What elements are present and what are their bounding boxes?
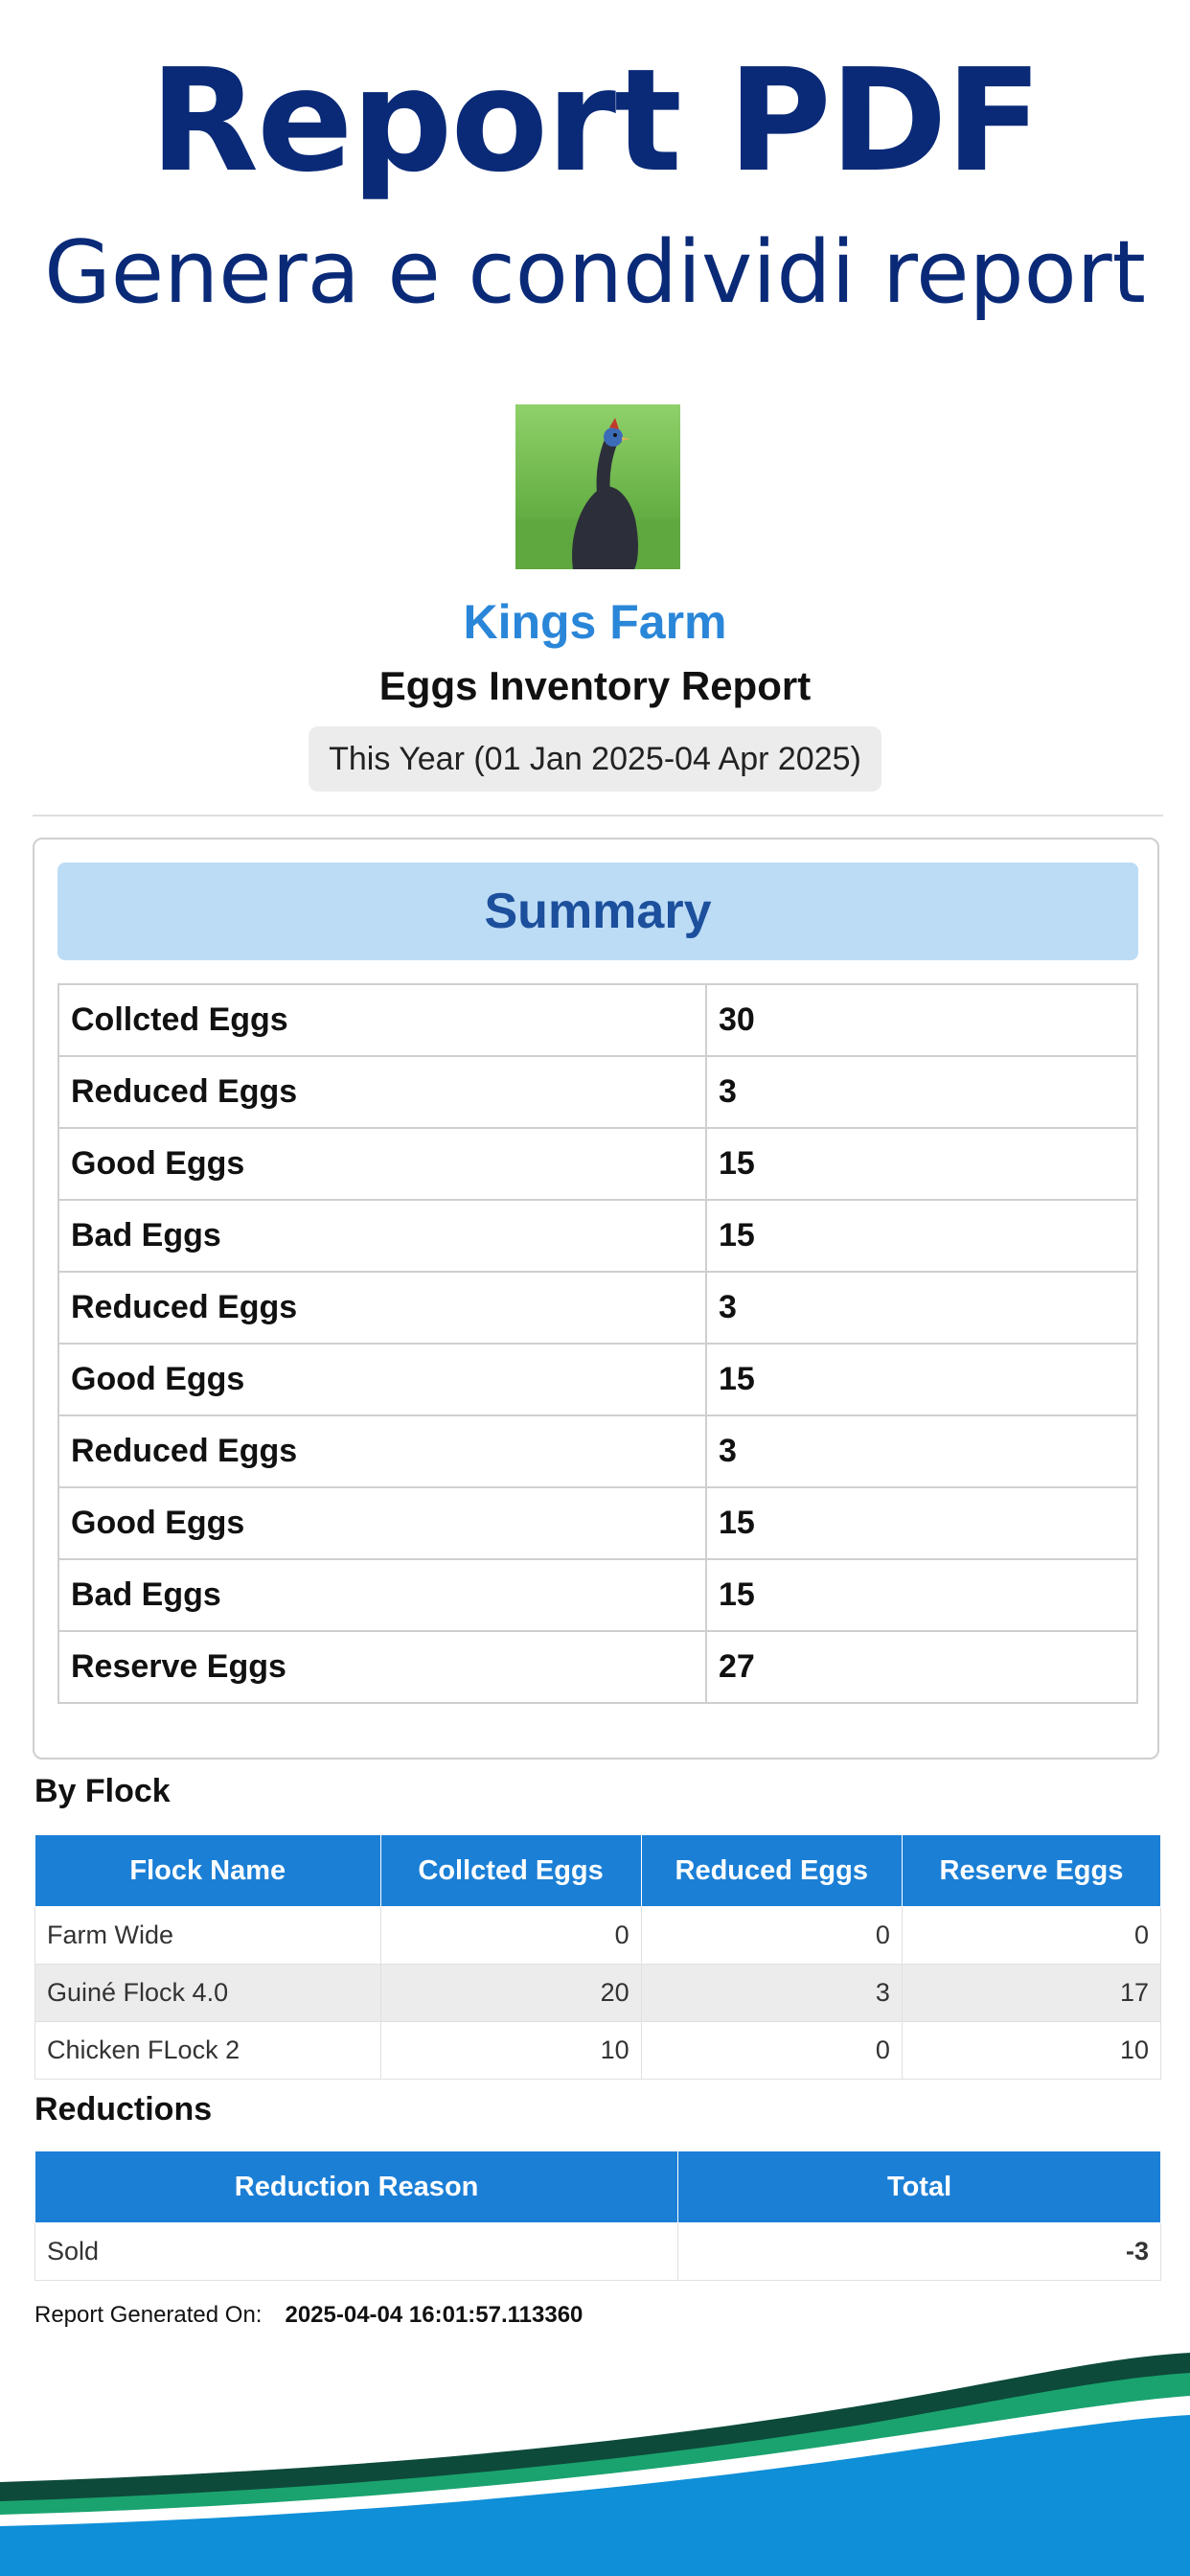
by-flock-table: [34, 1834, 1161, 2080]
summary-row: [58, 1200, 1137, 1272]
generated-value: 2025-04-04 16:01:57.113360: [285, 2302, 584, 2328]
summary-value: 15: [706, 1128, 1137, 1200]
summary-row: [58, 1415, 1137, 1487]
summary-row: [58, 1559, 1137, 1631]
summary-row: [58, 1631, 1137, 1703]
summary-row: [58, 984, 1137, 1056]
flock-name: Chicken FLock 2: [35, 2022, 381, 2080]
summary-label: Good Eggs: [58, 1487, 706, 1559]
summary-label: Collcted Eggs: [58, 984, 706, 1056]
guinea-fowl-photo: [515, 404, 680, 569]
summary-label: Reduced Eggs: [58, 1415, 706, 1487]
report-title: Eggs Inventory Report: [378, 663, 812, 708]
reserve-eggs: 17: [902, 1965, 1160, 2022]
hero-title: Report PDF: [149, 38, 1041, 203]
footer-wave-decoration: [0, 2338, 1190, 2576]
generated-label: Report Generated On:: [34, 2302, 263, 2328]
reductions-table: [34, 2150, 1161, 2281]
collected-eggs: 10: [380, 2022, 641, 2080]
column-header: Flock Name: [35, 1835, 381, 1907]
summary-value: 15: [706, 1487, 1137, 1559]
summary-label: Good Eggs: [58, 1344, 706, 1415]
column-header: Collcted Eggs: [380, 1835, 641, 1907]
table-row: [35, 2022, 1161, 2080]
summary-value: 27: [706, 1631, 1137, 1703]
summary-row: [58, 1128, 1137, 1200]
hero-subtitle: Genera e condividi report: [44, 222, 1146, 323]
farm-name: Kings Farm: [463, 595, 727, 649]
reduction-reason: Sold: [35, 2223, 678, 2281]
summary-row: [58, 1344, 1137, 1415]
summary-value: 3: [706, 1272, 1137, 1344]
summary-label: Reduced Eggs: [58, 1272, 706, 1344]
summary-value: 15: [706, 1344, 1137, 1415]
summary-table: [57, 983, 1138, 1704]
table-row: [35, 1907, 1161, 1965]
summary-value: 3: [706, 1056, 1137, 1128]
summary-row: [58, 1272, 1137, 1344]
summary-value: 3: [706, 1415, 1137, 1487]
reduced-eggs: 3: [641, 1965, 902, 2022]
summary-row: [58, 1056, 1137, 1128]
summary-label: Reduced Eggs: [58, 1056, 706, 1128]
table-row: [35, 2223, 1161, 2281]
summary-value: 15: [706, 1559, 1137, 1631]
column-header: Total: [678, 2151, 1161, 2223]
by-flock-heading: By Flock: [34, 1773, 171, 1809]
reduced-eggs: 0: [641, 2022, 902, 2080]
column-header: Reduced Eggs: [641, 1835, 902, 1907]
table-row: [35, 1965, 1161, 2022]
summary-heading: Summary: [57, 862, 1138, 960]
collected-eggs: 20: [380, 1965, 641, 2022]
collected-eggs: 0: [380, 1907, 641, 1965]
summary-value: 15: [706, 1200, 1137, 1272]
summary-value: 30: [706, 984, 1137, 1056]
summary-label: Good Eggs: [58, 1128, 706, 1200]
reductions-heading: Reductions: [34, 2091, 213, 2128]
reduced-eggs: 0: [641, 1907, 902, 1965]
column-header: Reduction Reason: [35, 2151, 678, 2223]
reserve-eggs: 0: [902, 1907, 1160, 1965]
flock-name: Farm Wide: [35, 1907, 381, 1965]
flock-name: Guiné Flock 4.0: [35, 1965, 381, 2022]
summary-label: Bad Eggs: [58, 1559, 706, 1631]
summary-row: [58, 1487, 1137, 1559]
summary-label: Reserve Eggs: [58, 1631, 706, 1703]
reserve-eggs: 10: [902, 2022, 1160, 2080]
reduction-total: -3: [678, 2223, 1161, 2281]
summary-label: Bad Eggs: [58, 1200, 706, 1272]
column-header: Reserve Eggs: [902, 1835, 1160, 1907]
report-generated: [34, 2302, 583, 2329]
report-period-badge: This Year (01 Jan 2025-04 Apr 2025): [309, 726, 881, 792]
divider: [33, 815, 1163, 816]
